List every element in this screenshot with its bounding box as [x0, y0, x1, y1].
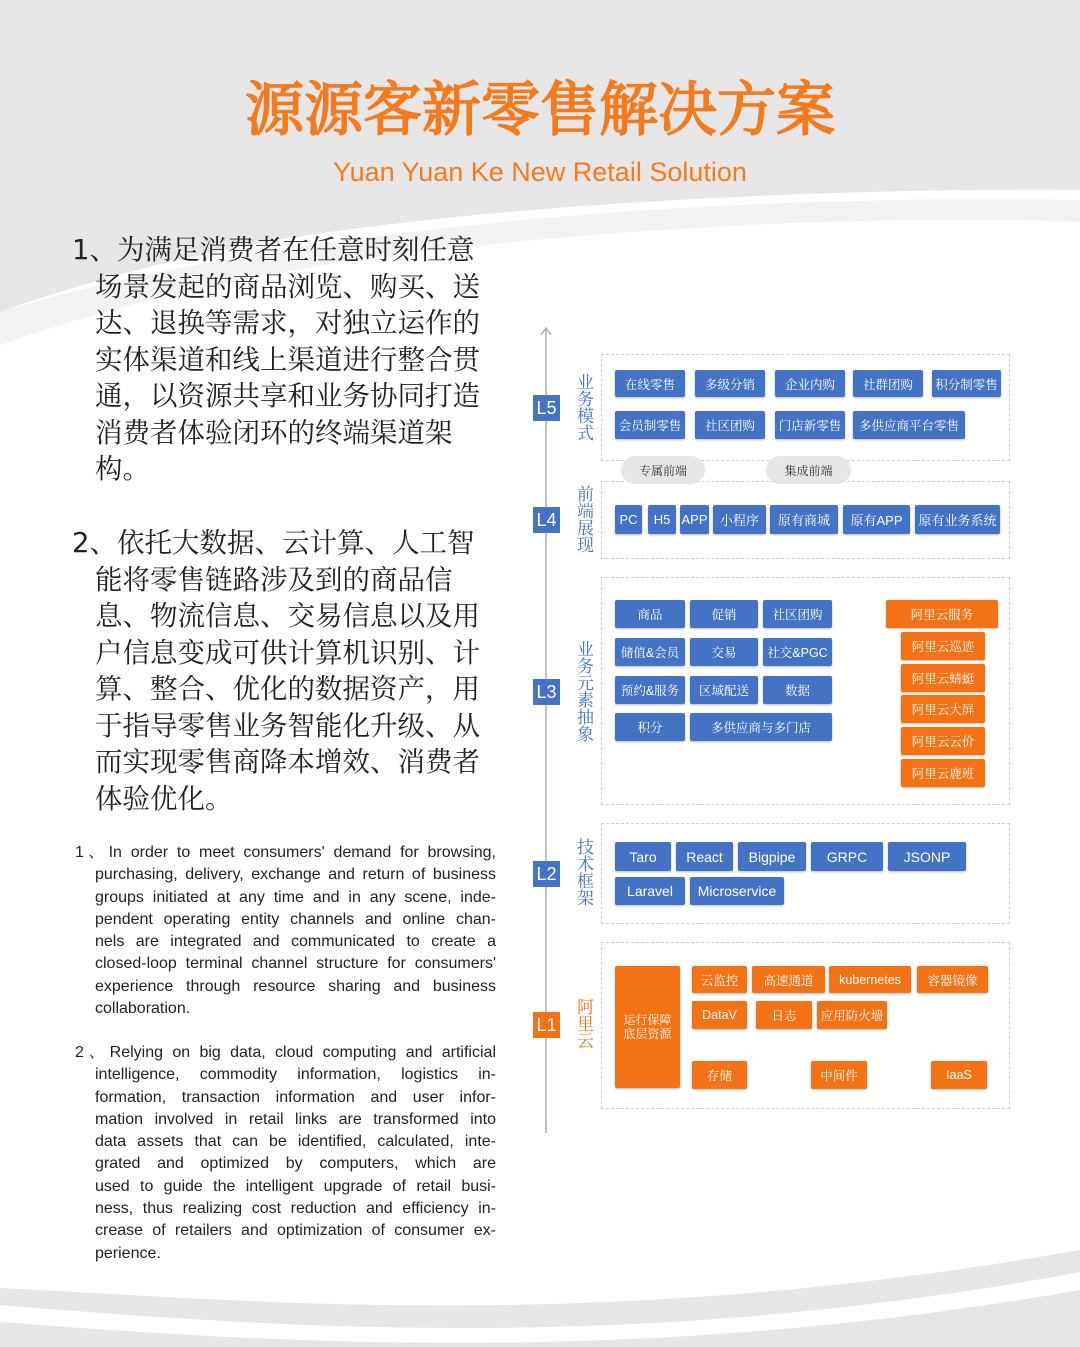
en-paragraph-line: used to guide the intelligent upgrade of retail busi- [95, 1177, 496, 1195]
en-paragraph-line: groups initiated at any time and in any scene, inde- [95, 888, 496, 906]
cn-paragraph-line: 体验优化。 [95, 782, 233, 815]
paragraph-number: 2、 [72, 527, 117, 559]
connector-pill-dedicated-frontend: 专属前端 [621, 456, 705, 484]
aliyun-service-item: 阿里云巡迹 [901, 632, 985, 660]
en-paragraph-line: crease of retailers and optimization of consumer ex- [95, 1222, 496, 1240]
page-subtitle: Yuan Yuan Ke New Retail Solution [333, 157, 747, 187]
en-paragraph-2 [75, 1042, 496, 1265]
en-paragraph-1 [75, 842, 496, 1020]
frontend-item: APP [680, 505, 709, 534]
en-paragraph-line: ness, thus realizing cost reduction and efficiency in- [95, 1200, 496, 1218]
cn-paragraph-2 [72, 525, 492, 817]
cn-paragraph-line: 户信息变成可供计算机识别、计 [95, 636, 480, 669]
cn-paragraph-text: 为满足消费者在任意时刻任意 [117, 234, 475, 266]
base-box-line: 底层资源 [623, 1027, 672, 1041]
aliyun-infra-item: 应用防火墙 [817, 1001, 887, 1029]
tech-framework-item: GRPC [811, 842, 883, 871]
en-paragraph-line: intelligence, commodity information, logistics in- [95, 1066, 496, 1084]
paragraph-number: 1、 [72, 234, 117, 266]
en-paragraph-line: formation, transaction information and user infor- [95, 1088, 496, 1106]
aliyun-infra-item: 高速通道 [752, 966, 825, 993]
business-mode-item: 在线零售 [615, 370, 685, 397]
en-paragraph-line: nels are integrated and communicated to create a [95, 933, 496, 951]
aliyun-infra-item: 云监控 [692, 966, 747, 993]
frontend-item: 原有商城 [770, 505, 838, 534]
frontend-item: PC [615, 505, 642, 534]
en-paragraph-line: purchasing, delivery, exchange and return of business [95, 866, 496, 884]
aliyun-infra-item: 中间件 [811, 1061, 867, 1089]
en-paragraph-line: experience through resource sharing and business [95, 977, 496, 995]
business-element-item: 社交&PGC [763, 638, 832, 666]
layer-label-business-elements: 业务元素抽象 [573, 640, 593, 742]
tech-framework-item: Taro [615, 842, 671, 871]
en-paragraph-text: Relying on big data, cloud computing and artificial [109, 1044, 496, 1061]
business-mode-item: 多级分销 [695, 370, 765, 397]
aliyun-infra-item: kubernetes [829, 966, 911, 993]
business-element-item: 多供应商与多门店 [690, 713, 832, 741]
operation-base-resource-box [615, 966, 680, 1088]
cn-paragraph-line [72, 525, 492, 562]
business-element-item: 促销 [690, 600, 758, 628]
layer-label-frontend: 前端展现 [573, 485, 593, 553]
cn-paragraph-line: 场景发起的商品浏览、购买、送 [95, 270, 480, 303]
tech-framework-item: Laravel [615, 877, 685, 905]
base-box-line: 运行保障 [623, 1013, 672, 1027]
aliyun-infra-item: 容器镜像 [917, 966, 988, 993]
frontend-item: 原有APP [843, 505, 910, 534]
cn-paragraph-line: 而实现零售商降本增效、消费者 [95, 746, 480, 778]
cn-paragraph-line: 算、整合、优化的数据资产，用 [95, 673, 480, 705]
cn-paragraph-line [72, 232, 492, 269]
cn-paragraph-line: 消费者体验闭环的终端渠道架 [95, 416, 453, 449]
business-element-item: 社区团购 [763, 600, 832, 628]
en-paragraph-line: mation involved in retail links are transformed into [95, 1110, 496, 1128]
aliyun-service-item: 阿里云云价 [901, 727, 985, 755]
aliyun-infra-item: IaaS [931, 1061, 987, 1089]
level-badge-l2: L2 [533, 861, 560, 887]
business-mode-item: 社群团购 [853, 370, 923, 397]
aliyun-infra-item: DataV [692, 1001, 747, 1029]
aliyun-service-item: 阿里云大屏 [901, 695, 985, 723]
business-mode-item: 多供应商平台零售 [853, 411, 965, 439]
en-paragraph-line: pendent operating entity channels and online chan- [95, 910, 496, 928]
aliyun-infra-item: 存储 [692, 1061, 747, 1089]
en-paragraph-line: closed-loop terminal channel structure for consumers' [95, 955, 496, 973]
business-element-item: 区域配送 [690, 676, 758, 704]
layer-label-business-mode: 业务模式 [573, 373, 593, 441]
frontend-item: 小程序 [713, 505, 766, 534]
level-badge-l4: L4 [533, 507, 560, 533]
business-mode-item: 会员制零售 [615, 411, 685, 439]
tech-framework-item: JSONP [888, 842, 966, 871]
en-paragraph-line [75, 1042, 496, 1064]
cn-paragraph-line: 达、退换等需求，对独立运作的 [95, 307, 480, 339]
cn-paragraph-line: 实体渠道和线上渠道进行整合贯 [95, 343, 480, 376]
cn-paragraph-line: 通，以资源共享和业务协同打造 [95, 380, 480, 412]
business-element-item: 积分 [615, 713, 685, 741]
business-mode-item: 积分制零售 [932, 370, 1001, 397]
en-paragraph-text: In order to meet consumers' demand for browsing, [108, 844, 496, 861]
business-element-item: 商品 [615, 600, 685, 628]
frontend-item: 原有业务系统 [915, 505, 1000, 534]
frontend-item: H5 [648, 505, 676, 534]
layer-label-aliyun: 阿里云 [573, 998, 593, 1049]
level-badge-l1: L1 [533, 1012, 560, 1038]
business-mode-item: 门店新零售 [775, 411, 845, 439]
business-mode-item: 社区团购 [695, 411, 765, 439]
en-paragraph-line: perience. [95, 1244, 161, 1262]
cn-paragraph-line: 能将零售链路涉及到的商品信 [95, 563, 453, 596]
paragraph-number: 2、 [75, 1044, 110, 1061]
business-element-item: 交易 [690, 638, 758, 666]
connector-pill-integrated-frontend: 集成前端 [766, 456, 851, 484]
cn-paragraph-line: 息、物流信息、交易信息以及用 [95, 600, 480, 632]
paragraph-number: 1、 [75, 844, 109, 861]
en-paragraph-line [75, 842, 496, 864]
en-paragraph-line: collaboration. [95, 1000, 191, 1018]
cn-paragraph-text: 依托大数据、云计算、人工智 [117, 527, 475, 559]
business-element-item: 储值&会员 [615, 638, 685, 666]
layer-label-tech-framework: 技术框架 [573, 838, 593, 906]
en-paragraph-line: data assets that can be identified, calculated, inte- [95, 1133, 496, 1151]
page-title: 源源客新零售解决方案 [244, 75, 835, 144]
aliyun-service-item: 阿里云鹿班 [901, 759, 985, 787]
layer-l2-container [601, 823, 1010, 924]
business-mode-item: 企业内购 [775, 370, 845, 397]
cn-paragraph-line: 于指导零售业务智能化升级、从 [95, 709, 480, 742]
aliyun-service-item: 阿里云蜻蜓 [901, 664, 985, 692]
tech-framework-item: Microservice [690, 877, 784, 905]
tech-framework-item: Bigpipe [738, 842, 806, 871]
tech-framework-item: React [676, 842, 733, 871]
aliyun-service-header: 阿里云服务 [886, 600, 998, 628]
level-badge-l3: L3 [533, 679, 560, 705]
cn-paragraph-line: 构。 [95, 453, 150, 485]
business-element-item: 数据 [763, 676, 832, 704]
level-badge-l5: L5 [533, 395, 560, 421]
en-paragraph-line: grated and optimized by computers, which are [95, 1155, 496, 1173]
business-element-item: 预约&服务 [615, 676, 685, 704]
aliyun-infra-item: 日志 [756, 1001, 812, 1029]
cn-paragraph-1 [72, 232, 492, 488]
